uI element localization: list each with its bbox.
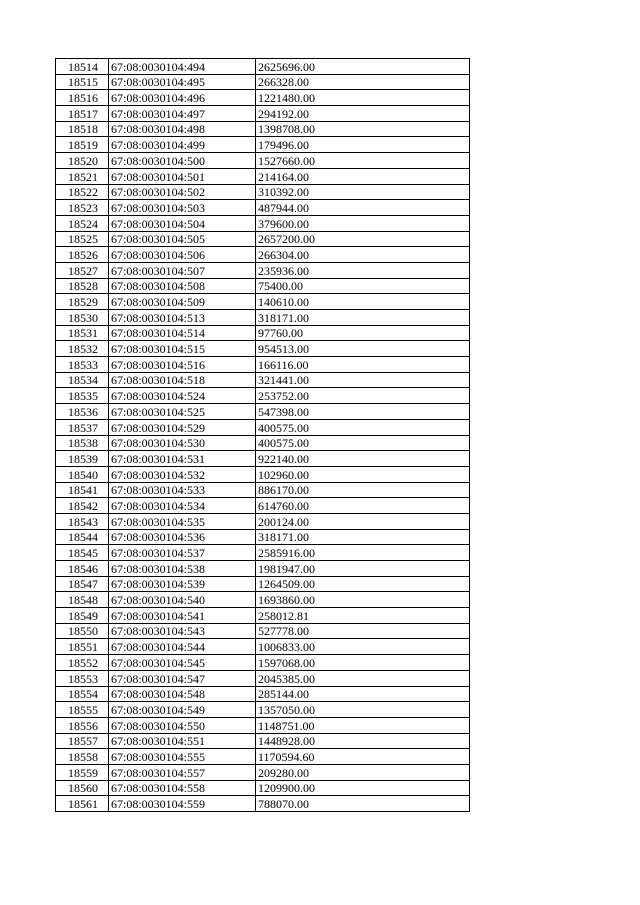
cadastral-number-cell: 67:08:0030104:541 [109,608,256,624]
value-cell: 1170594.60 [256,749,470,765]
cadastral-number-cell: 67:08:0030104:508 [109,278,256,294]
cadastral-number-cell: 67:08:0030104:532 [109,466,256,482]
row-number-cell: 18515 [56,74,109,90]
value-cell: 1693860.00 [256,592,470,608]
cadastral-number-cell: 67:08:0030104:507 [109,262,256,278]
row-number-cell: 18529 [56,294,109,310]
cadastral-number-cell: 67:08:0030104:515 [109,341,256,357]
cadastral-number-cell: 67:08:0030104:545 [109,655,256,671]
cadastral-number-cell: 67:08:0030104:525 [109,404,256,420]
value-cell: 2657200.00 [256,231,470,247]
table-row [56,451,470,467]
row-number-cell: 18531 [56,325,109,341]
row-number-cell: 18550 [56,623,109,639]
row-number-cell: 18543 [56,513,109,529]
table-row [56,294,470,310]
value-cell: 922140.00 [256,451,470,467]
value-cell: 75400.00 [256,278,470,294]
row-number-cell: 18554 [56,686,109,702]
value-cell: 2585916.00 [256,545,470,561]
table-row [56,513,470,529]
row-number-cell: 18559 [56,764,109,780]
row-number-cell: 18521 [56,168,109,184]
row-number-cell: 18518 [56,121,109,137]
table-row [56,231,470,247]
value-cell: 235936.00 [256,262,470,278]
table-row [56,545,470,561]
row-number-cell: 18544 [56,529,109,545]
row-number-cell: 18555 [56,702,109,718]
cadastral-number-cell: 67:08:0030104:495 [109,74,256,90]
value-cell: 954513.00 [256,341,470,357]
value-cell: 1264509.00 [256,576,470,592]
table-row [56,388,470,404]
row-number-cell: 18552 [56,655,109,671]
cadastral-number-cell: 67:08:0030104:498 [109,121,256,137]
cadastral-number-cell: 67:08:0030104:530 [109,435,256,451]
cadastral-number-cell: 67:08:0030104:494 [109,59,256,75]
cadastral-number-cell: 67:08:0030104:502 [109,184,256,200]
table-row [56,59,470,75]
value-cell: 179496.00 [256,137,470,153]
value-cell: 2045385.00 [256,670,470,686]
value-cell: 310392.00 [256,184,470,200]
value-cell: 1357050.00 [256,702,470,718]
row-number-cell: 18534 [56,372,109,388]
row-number-cell: 18538 [56,435,109,451]
cadastral-number-cell: 67:08:0030104:509 [109,294,256,310]
table-row [56,325,470,341]
value-cell: 200124.00 [256,513,470,529]
value-cell: 266328.00 [256,74,470,90]
row-number-cell: 18522 [56,184,109,200]
table-row [56,419,470,435]
value-cell: 321441.00 [256,372,470,388]
table-row [56,639,470,655]
table-row [56,404,470,420]
value-cell: 886170.00 [256,482,470,498]
value-cell: 1448928.00 [256,733,470,749]
row-number-cell: 18526 [56,247,109,263]
value-cell: 1981947.00 [256,561,470,577]
cadastral-number-cell: 67:08:0030104:500 [109,153,256,169]
row-number-cell: 18558 [56,749,109,765]
table-row [56,435,470,451]
row-number-cell: 18560 [56,780,109,796]
cadastral-number-cell: 67:08:0030104:549 [109,702,256,718]
cadastral-number-cell: 67:08:0030104:557 [109,764,256,780]
table-row [56,702,470,718]
table-row [56,262,470,278]
cadastral-number-cell: 67:08:0030104:533 [109,482,256,498]
cadastral-number-cell: 67:08:0030104:499 [109,137,256,153]
table-row [56,137,470,153]
value-cell: 266304.00 [256,247,470,263]
table-row [56,466,470,482]
row-number-cell: 18533 [56,357,109,373]
value-cell: 2625696.00 [256,59,470,75]
cadastral-number-cell: 67:08:0030104:524 [109,388,256,404]
table-row [56,796,470,812]
row-number-cell: 18539 [56,451,109,467]
value-cell: 318171.00 [256,529,470,545]
value-cell: 166116.00 [256,357,470,373]
cadastral-number-cell: 67:08:0030104:551 [109,733,256,749]
row-number-cell: 18540 [56,466,109,482]
table-row [56,576,470,592]
table-row [56,780,470,796]
table-row [56,482,470,498]
cadastral-number-cell: 67:08:0030104:550 [109,717,256,733]
value-cell: 1221480.00 [256,90,470,106]
cadastral-number-cell: 67:08:0030104:497 [109,106,256,122]
value-cell: 214164.00 [256,168,470,184]
cadastral-number-cell: 67:08:0030104:535 [109,513,256,529]
value-cell: 253752.00 [256,388,470,404]
cadastral-number-cell: 67:08:0030104:505 [109,231,256,247]
value-cell: 102960.00 [256,466,470,482]
cadastral-number-cell: 67:08:0030104:534 [109,498,256,514]
value-cell: 400575.00 [256,435,470,451]
table-row [56,717,470,733]
table-row [56,623,470,639]
row-number-cell: 18546 [56,561,109,577]
table-row [56,592,470,608]
cadastral-number-cell: 67:08:0030104:543 [109,623,256,639]
cadastral-number-cell: 67:08:0030104:506 [109,247,256,263]
cadastral-number-cell: 67:08:0030104:536 [109,529,256,545]
table-row [56,357,470,373]
cadastral-number-cell: 67:08:0030104:516 [109,357,256,373]
value-cell: 788070.00 [256,796,470,812]
row-number-cell: 18548 [56,592,109,608]
table-row [56,561,470,577]
records-table [55,58,470,812]
value-cell: 1209900.00 [256,780,470,796]
row-number-cell: 18556 [56,717,109,733]
value-cell: 97760.00 [256,325,470,341]
row-number-cell: 18530 [56,310,109,326]
cadastral-number-cell: 67:08:0030104:540 [109,592,256,608]
table-row [56,278,470,294]
table-row [56,168,470,184]
row-number-cell: 18520 [56,153,109,169]
row-number-cell: 18547 [56,576,109,592]
value-cell: 1398708.00 [256,121,470,137]
table-row [56,372,470,388]
cadastral-number-cell: 67:08:0030104:544 [109,639,256,655]
table-row [56,200,470,216]
cadastral-number-cell: 67:08:0030104:514 [109,325,256,341]
table-row [56,341,470,357]
table-row [56,153,470,169]
value-cell: 318171.00 [256,310,470,326]
value-cell: 1527660.00 [256,153,470,169]
row-number-cell: 18532 [56,341,109,357]
table-row [56,749,470,765]
cadastral-number-cell: 67:08:0030104:513 [109,310,256,326]
value-cell: 400575.00 [256,419,470,435]
table-row [56,74,470,90]
value-cell: 614760.00 [256,498,470,514]
row-number-cell: 18514 [56,59,109,75]
row-number-cell: 18519 [56,137,109,153]
table-row [56,670,470,686]
value-cell: 487944.00 [256,200,470,216]
table-row [56,529,470,545]
table-row [56,733,470,749]
cadastral-number-cell: 67:08:0030104:548 [109,686,256,702]
row-number-cell: 18557 [56,733,109,749]
table-row [56,121,470,137]
table-row [56,686,470,702]
table-row [56,655,470,671]
records-table-body [56,59,470,812]
table-row [56,764,470,780]
row-number-cell: 18551 [56,639,109,655]
table-row [56,184,470,200]
row-number-cell: 18523 [56,200,109,216]
row-number-cell: 18528 [56,278,109,294]
value-cell: 209280.00 [256,764,470,780]
row-number-cell: 18527 [56,262,109,278]
table-row [56,608,470,624]
cadastral-number-cell: 67:08:0030104:539 [109,576,256,592]
row-number-cell: 18541 [56,482,109,498]
table-row [56,247,470,263]
value-cell: 527778.00 [256,623,470,639]
cadastral-number-cell: 67:08:0030104:501 [109,168,256,184]
row-number-cell: 18537 [56,419,109,435]
cadastral-number-cell: 67:08:0030104:537 [109,545,256,561]
cadastral-number-cell: 67:08:0030104:559 [109,796,256,812]
table-row [56,310,470,326]
row-number-cell: 18525 [56,231,109,247]
row-number-cell: 18516 [56,90,109,106]
value-cell: 294192.00 [256,106,470,122]
row-number-cell: 18549 [56,608,109,624]
cadastral-number-cell: 67:08:0030104:504 [109,215,256,231]
cadastral-number-cell: 67:08:0030104:547 [109,670,256,686]
row-number-cell: 18535 [56,388,109,404]
cadastral-number-cell: 67:08:0030104:518 [109,372,256,388]
row-number-cell: 18561 [56,796,109,812]
value-cell: 1006833.00 [256,639,470,655]
value-cell: 285144.00 [256,686,470,702]
row-number-cell: 18517 [56,106,109,122]
cadastral-number-cell: 67:08:0030104:496 [109,90,256,106]
table-row [56,498,470,514]
cadastral-number-cell: 67:08:0030104:555 [109,749,256,765]
value-cell: 258012.81 [256,608,470,624]
cadastral-number-cell: 67:08:0030104:538 [109,561,256,577]
cadastral-number-cell: 67:08:0030104:529 [109,419,256,435]
table-row [56,215,470,231]
cadastral-number-cell: 67:08:0030104:531 [109,451,256,467]
value-cell: 1148751.00 [256,717,470,733]
document-page [55,58,470,812]
row-number-cell: 18536 [56,404,109,420]
value-cell: 140610.00 [256,294,470,310]
row-number-cell: 18553 [56,670,109,686]
value-cell: 379600.00 [256,215,470,231]
row-number-cell: 18542 [56,498,109,514]
value-cell: 547398.00 [256,404,470,420]
table-row [56,90,470,106]
value-cell: 1597068.00 [256,655,470,671]
cadastral-number-cell: 67:08:0030104:558 [109,780,256,796]
table-row [56,106,470,122]
cadastral-number-cell: 67:08:0030104:503 [109,200,256,216]
row-number-cell: 18524 [56,215,109,231]
row-number-cell: 18545 [56,545,109,561]
